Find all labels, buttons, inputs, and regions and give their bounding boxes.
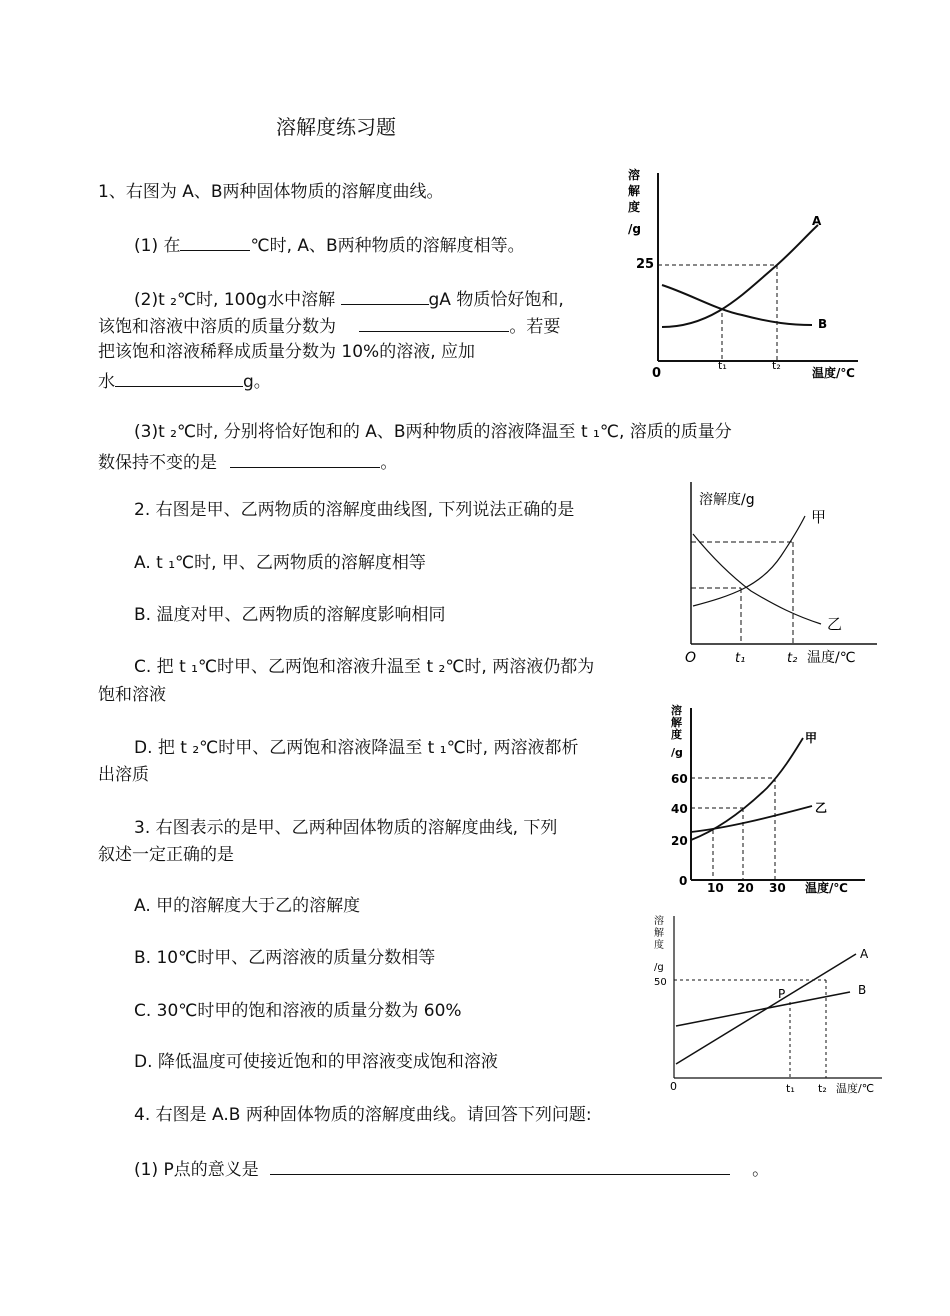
y-tick-0: 0 bbox=[679, 874, 688, 888]
q1-part3-line2 bbox=[98, 450, 397, 474]
curve-b bbox=[662, 285, 812, 325]
figure-1 bbox=[622, 165, 862, 383]
figure-4-svg bbox=[650, 910, 884, 1096]
x-tick-30: 30 bbox=[769, 881, 786, 895]
t1-label: t₁ bbox=[786, 1082, 795, 1095]
figure-4 bbox=[650, 910, 884, 1096]
q1-part2-c: 该饱和溶液中溶质的质量分数为 bbox=[98, 317, 336, 337]
y-axis-label-2: 解 bbox=[671, 716, 682, 729]
x-axis-label: 温度/℃ bbox=[807, 650, 856, 666]
q1-part2-f: 水 bbox=[98, 372, 115, 392]
q4-stem: 4. 右图是 A.B 两种固体物质的溶解度曲线。请回答下列问题: bbox=[134, 1105, 592, 1125]
point-p-label: P bbox=[778, 987, 786, 1001]
blank-input[interactable] bbox=[341, 287, 429, 305]
curve-b bbox=[676, 992, 850, 1026]
q2-option-a: A. t ₁℃时, 甲、乙两物质的溶解度相等 bbox=[134, 553, 426, 573]
y-axis-label: 溶 bbox=[628, 168, 641, 182]
q1-stem: 1、右图为 A、B两种固体物质的溶解度曲线。 bbox=[98, 182, 444, 202]
t1-label: t₁ bbox=[718, 359, 727, 372]
t2-label: t₂ bbox=[772, 359, 781, 372]
blank-input[interactable] bbox=[359, 314, 509, 332]
q1-part3-c: 。 bbox=[380, 453, 398, 473]
y-axis-label-4: /g bbox=[654, 962, 664, 973]
y-tick-label: 25 bbox=[636, 257, 655, 272]
curve-yi-label: 乙 bbox=[815, 801, 828, 815]
curve-jia bbox=[691, 738, 803, 840]
q3-stem-1: 3. 右图表示的是甲、乙两种固体物质的溶解度曲线, 下列 bbox=[134, 818, 558, 838]
q2-option-c2: 饱和溶液 bbox=[98, 685, 166, 705]
q1-part2-line4 bbox=[98, 369, 271, 393]
figure-2 bbox=[681, 476, 879, 670]
t2-label: t₂ bbox=[818, 1082, 827, 1095]
q1-part2-line2 bbox=[98, 314, 560, 338]
q2-stem: 2. 右图是甲、乙两物质的溶解度曲线图, 下列说法正确的是 bbox=[134, 500, 575, 520]
origin-label: 0 bbox=[670, 1080, 677, 1093]
y-axis-label-2: 解 bbox=[628, 184, 641, 198]
q1-part2-d: 。若要 bbox=[509, 317, 561, 337]
q1-part2-g: g。 bbox=[243, 372, 271, 392]
y-tick-label: 50 bbox=[654, 977, 667, 988]
y-tick-40: 40 bbox=[671, 802, 688, 816]
curve-b-label: B bbox=[858, 983, 867, 997]
q1-part2-a: (2)t ₂℃时, 100g水中溶解 bbox=[134, 290, 336, 310]
q3-stem-2: 叙述一定正确的是 bbox=[98, 845, 234, 865]
q3-option-d: D. 降低温度可使接近饱和的甲溶液变成饱和溶液 bbox=[134, 1052, 498, 1072]
y-axis-label-2: 解 bbox=[654, 928, 664, 939]
q2-option-c1: C. 把 t ₁℃时甲、乙两饱和溶液升温至 t ₂℃时, 两溶液仍都为 bbox=[134, 657, 595, 677]
x-axis-label: 温度/℃ bbox=[805, 881, 848, 895]
q3-option-a: A. 甲的溶解度大于乙的溶解度 bbox=[134, 896, 361, 916]
q1-part3-line1: (3)t ₂℃时, 分别将恰好饱和的 A、B两种物质的溶液降温至 t ₁℃, 溶质的质量分 bbox=[134, 422, 732, 442]
blank-input[interactable] bbox=[270, 1157, 730, 1175]
y-axis-label-3: 度 bbox=[671, 728, 682, 741]
q1-part2-line1 bbox=[134, 287, 564, 311]
blank-input[interactable] bbox=[180, 233, 250, 251]
y-axis-label: 溶 bbox=[671, 704, 682, 717]
x-tick-10: 10 bbox=[707, 881, 724, 895]
q4-part1-b: 。 bbox=[752, 1160, 770, 1180]
y-axis-label-3: 度 bbox=[654, 940, 664, 951]
y-axis-label-4: /g bbox=[671, 746, 683, 759]
q2-option-b: B. 温度对甲、乙两物质的溶解度影响相同 bbox=[134, 605, 446, 625]
y-axis-label-4: /g bbox=[628, 222, 641, 236]
t2-label: t₂ bbox=[787, 651, 798, 666]
q1-part1-b: ℃时, A、B两种物质的溶解度相等。 bbox=[250, 236, 525, 256]
q3-option-b: B. 10℃时甲、乙两溶液的质量分数相等 bbox=[134, 948, 436, 968]
curve-jia-label: 甲 bbox=[805, 731, 818, 745]
curve-b-label: B bbox=[818, 317, 828, 331]
figure-1-svg bbox=[622, 165, 862, 383]
q2-option-d1: D. 把 t ₂℃时甲、乙两饱和溶液降温至 t ₁℃时, 两溶液都析 bbox=[134, 738, 579, 758]
curve-yi-label: 乙 bbox=[827, 615, 843, 633]
figure-2-svg bbox=[681, 476, 879, 670]
y-axis-label: 溶解度/g bbox=[699, 492, 755, 508]
q3-option-c: C. 30℃时甲的饱和溶液的质量分数为 60% bbox=[134, 1001, 462, 1021]
x-axis-label: 温度/℃ bbox=[836, 1082, 875, 1095]
figure-3-svg bbox=[667, 700, 869, 896]
curve-yi bbox=[693, 534, 821, 624]
curve-jia-label: 甲 bbox=[811, 508, 827, 526]
q1-part1 bbox=[134, 233, 525, 257]
x-axis-label: 温度/℃ bbox=[812, 366, 855, 380]
curve-a bbox=[662, 225, 818, 327]
origin-label: O bbox=[685, 650, 697, 666]
q2-option-d2: 出溶质 bbox=[98, 765, 149, 785]
curve-jia bbox=[693, 516, 805, 606]
origin-label: 0 bbox=[652, 366, 662, 381]
q1-part2-line3: 把该饱和溶液稀释成质量分数为 10%的溶液, 应加 bbox=[98, 342, 475, 362]
y-axis-label-3: 度 bbox=[628, 200, 641, 214]
blank-input[interactable] bbox=[115, 369, 243, 387]
q4-part1 bbox=[134, 1157, 769, 1181]
blank-input[interactable] bbox=[230, 450, 380, 468]
t1-label: t₁ bbox=[735, 651, 746, 666]
y-tick-60: 60 bbox=[671, 772, 688, 786]
q4-part1-a: (1) P点的意义是 bbox=[134, 1160, 259, 1180]
q1-part2-b: gA 物质恰好饱和, bbox=[428, 290, 564, 310]
y-tick-20: 20 bbox=[671, 834, 688, 848]
curve-a-label: A bbox=[812, 214, 822, 228]
q1-part1-a: (1) 在 bbox=[134, 236, 181, 256]
x-tick-20: 20 bbox=[737, 881, 754, 895]
page-title: 溶解度练习题 bbox=[276, 115, 396, 139]
y-axis-label: 溶 bbox=[654, 916, 664, 927]
curve-a-label: A bbox=[860, 947, 869, 961]
q1-part3-b: 数保持不变的是 bbox=[98, 453, 217, 473]
curve-yi bbox=[691, 806, 812, 832]
figure-3 bbox=[667, 700, 869, 896]
